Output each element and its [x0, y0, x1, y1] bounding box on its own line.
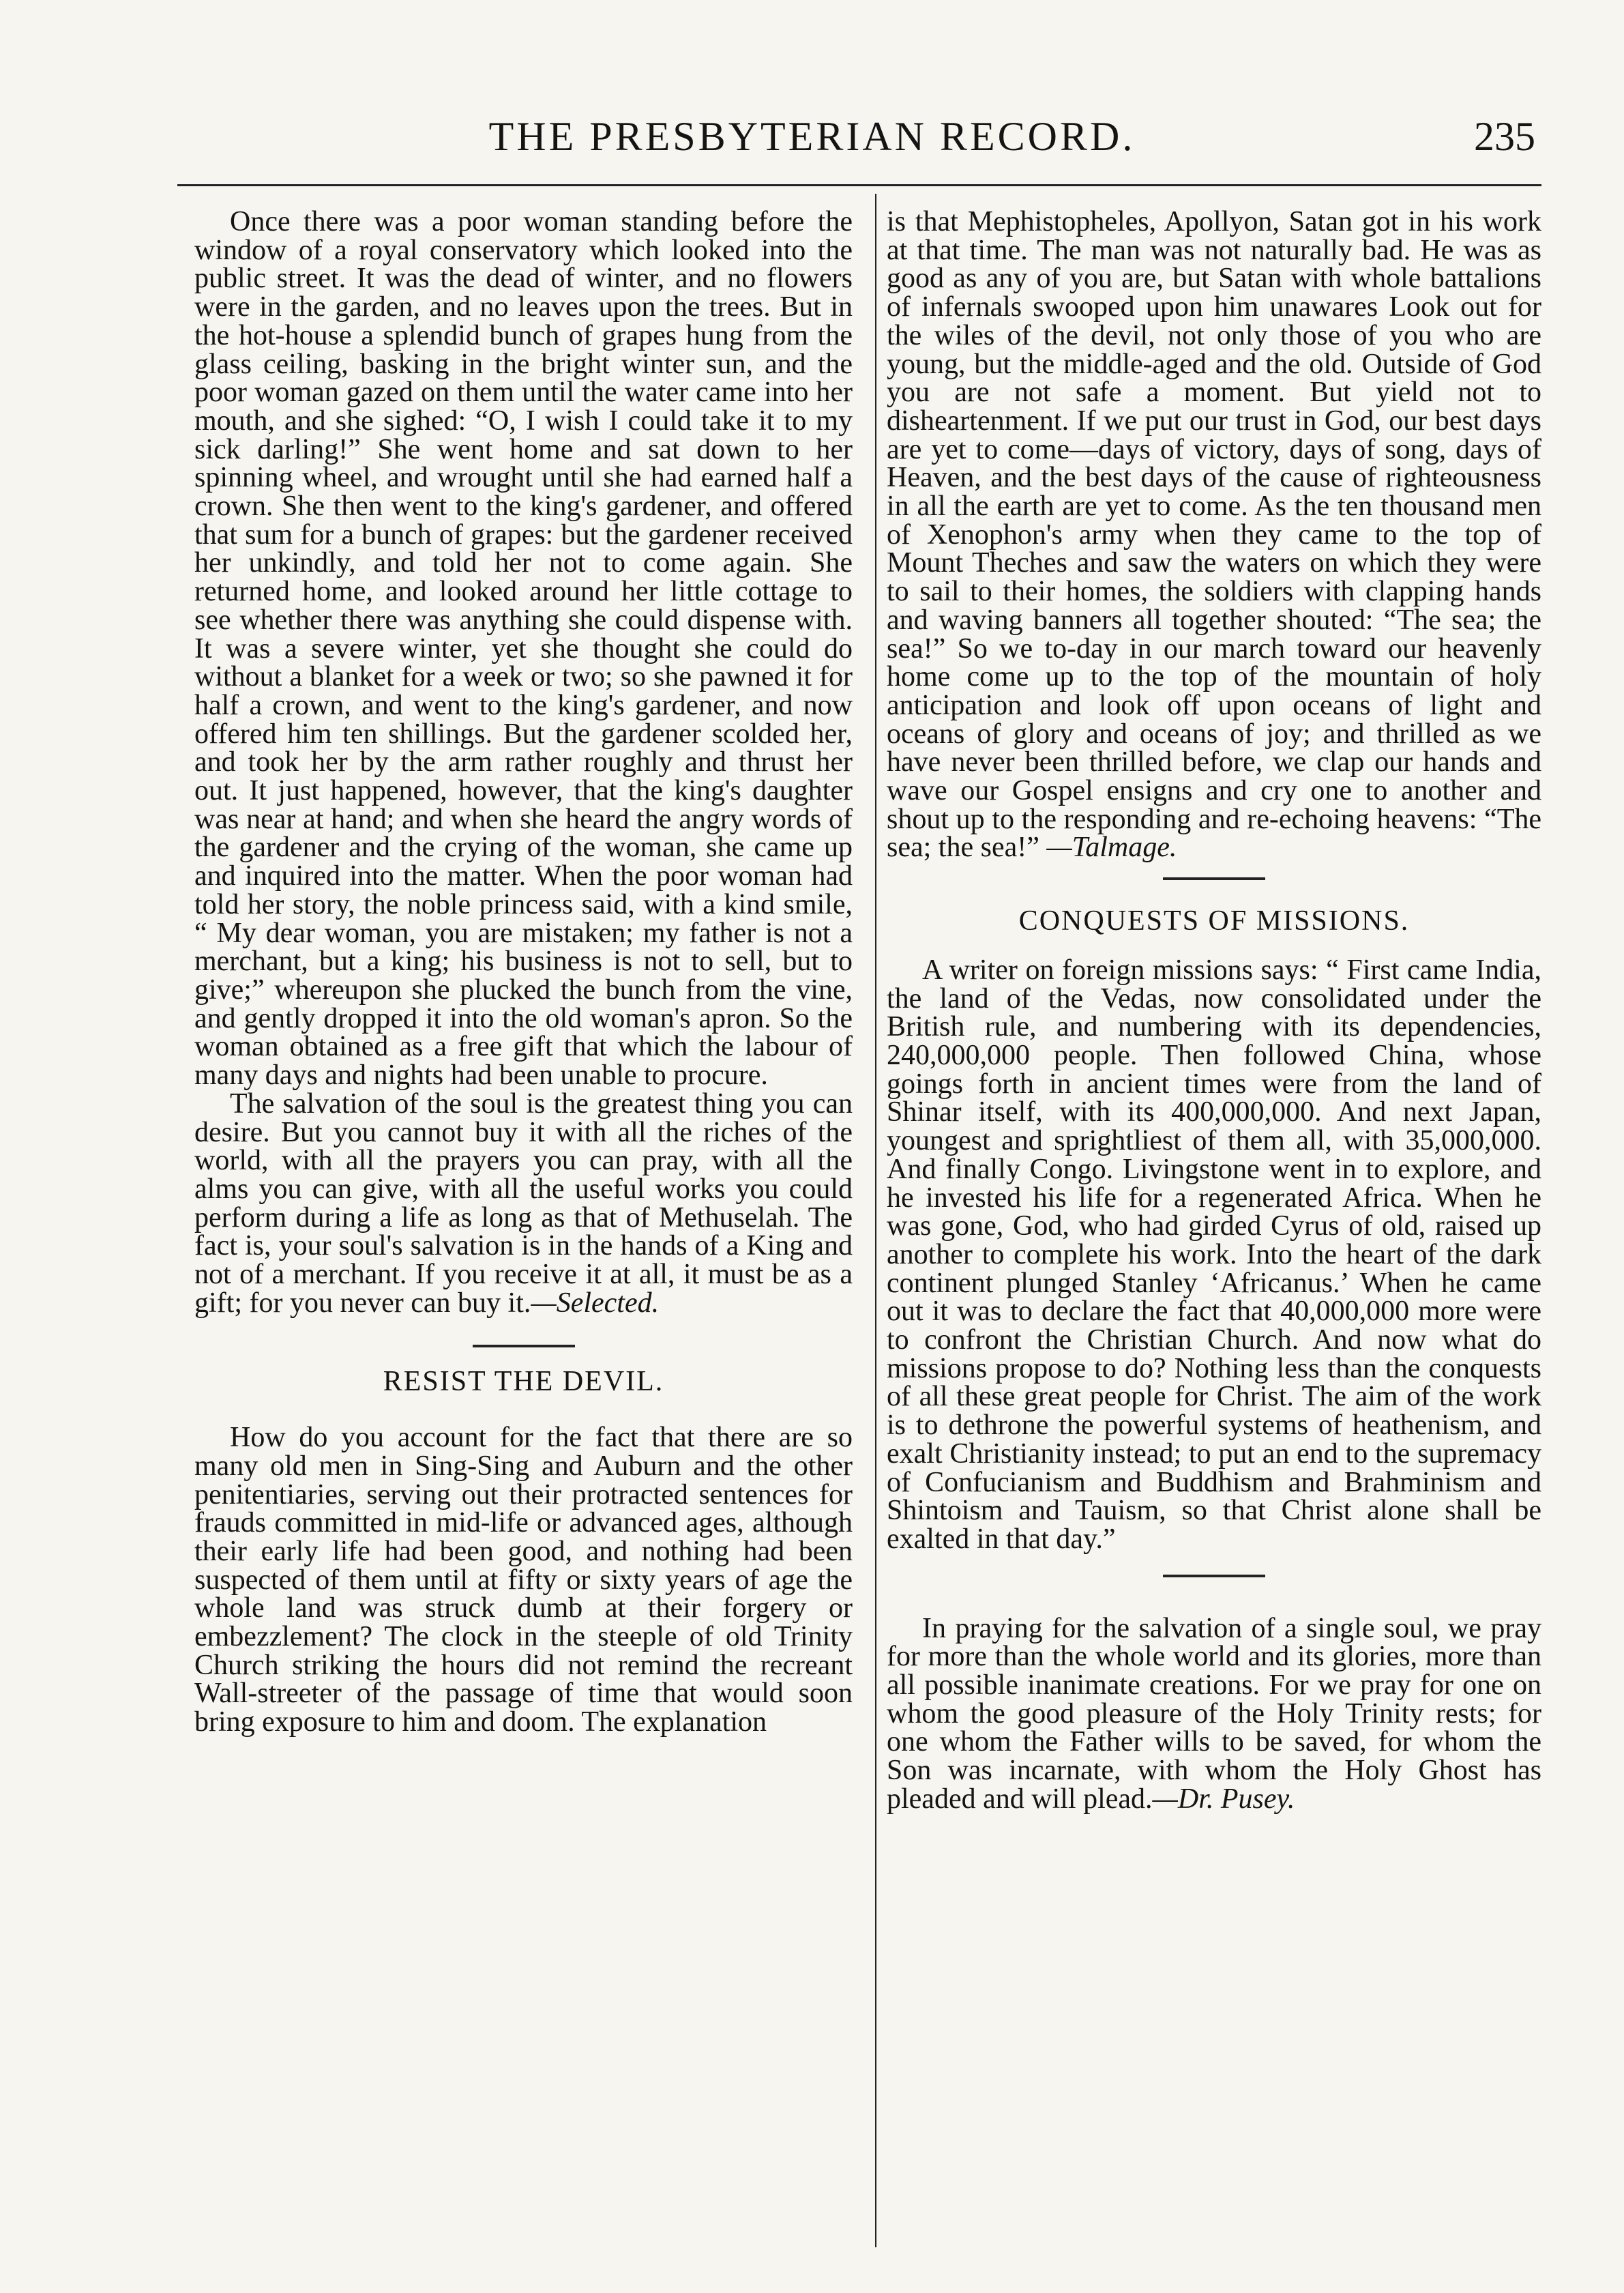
- resist-continued-text: is that Mephistopheles, Apollyon, Satan got in his work at that time. The man was not naturally bad. He was as good as any of you are, but Satan with whole battalions of infernals swooped upon him unawares Look out for the wiles of the devil, not only those of you who are young, but the middle-aged and the old. Outside of God you are not safe a moment. But yield not to disheartenment. If we put our trust in God, our best days are yet to come—days of victory, days of song, days of Heaven, and the best days of the cause of righteousness in all the earth are yet to come. As the ten thousand men of Xenophon's army when they came to the top of Mount Theches and saw the waters on which they were to sail to their homes, the soldiers with clapping hands and waving banners all together shouted: “The sea; the sea!” So we to-day in our march toward our heavenly home come up to the top of the mountain of holy anticipation and look off upon oceans of light and oceans of glory and oceans of joy; and thrilled as we have never been thrilled before, we clap our hands and wave our Gospel ensigns and cry one to another and shout up to the responding and re-echoing heavens: “The sea; the sea!”: [887, 206, 1541, 864]
- conquests-missions-heading: CONQUESTS OF MISSIONS.: [1018, 905, 1410, 937]
- conquests-missions-paragraph: A writer on foreign missions says: “ First came India, the land of the Vedas, now consolidated under the British rule, and numbering with its dependencies, 240,000,000 people. Then followed China, whose goings forth in ancient times were from the land of Shinar itself, with its 400,000,000. And next Japan, youngest and sprightliest of them all, with 35,000,000. And finally Congo. Livingstone went in to explore, and he invested his life for a regenerated Africa. When he was gone, God, who had girded Cyrus of old, raised up another to complete his work. Into the heart of the dark continent plunged Stanley ‘Africanus.’ When he came out it was to declare the fact that 40,000,000 more were to confront the Christian Church. And now what do missions propose to do? Nothing less than the conquests of all these great people for Christ. The aim of the work is to dethrone the powerful systems of heathenism, and exalt Christianity instead; to put an end to the supremacy of Confucianism and Buddhism and Brahminism and Shintoism and Tauism, so that Christ alone shall be exalted in that day.”: [887, 954, 1541, 1555]
- page-header: [0, 109, 1624, 164]
- salvation-paragraph: [194, 1087, 853, 1319]
- pusey-attribution: —Dr. Pusey.: [1152, 1783, 1295, 1815]
- running-title: THE PRESBYTERIAN RECORD.: [488, 114, 1136, 159]
- resist-devil-paragraph: How do you account for the fact that there are so many old men in Sing-Sing and Auburn and the other penitentiaries, serving out their protracted sentences for frauds committed in mid-life or advanced ages, although their early life had been good, and nothing had been suspected of them until at fifty or sixty years of age the whole land was struck dumb at their forgery or embezzlement? The clock in the steeple of old Trinity Church striking the hours did not remind the recreant Wall-streeter of the passage of time that would soon bring exposure to him and doom. The explanation: [194, 1422, 853, 1738]
- talmage-attribution: —Talmage.: [1046, 832, 1177, 864]
- column-divider: [875, 194, 876, 2247]
- resist-devil-heading: RESIST THE DEVIL.: [383, 1366, 664, 1398]
- resist-devil-continued: [887, 208, 1541, 862]
- left-column: [194, 208, 853, 1737]
- selected-attribution: —Selected.: [531, 1287, 660, 1319]
- prayer-text: In praying for the salvation of a single soul, we pray for more than the whole world and its glories, more than all possible inanimate creations. For we pray for one on whom the good pleasure of the Holy Trinity rests; for one whom the Father wills to be saved, for whom the Son was incarnate, with whom the Holy Ghost has pleaded and will plead.: [887, 1612, 1541, 1815]
- page-number: 235: [1474, 114, 1535, 159]
- salvation-text: The salvation of the soul is the greatest thing you can desire. But you cannot buy it with all the riches of the world, with all the prayers you can pray, with all the alms you can give, with all the useful works you could perform during a life as long as that of Methuselah. The fact is, your soul's salvation is in the hands of a King and not of a merchant. If you receive it at all, it must be as a gift; for you never can buy it.: [194, 1087, 853, 1319]
- prayer-paragraph: [887, 1612, 1541, 1815]
- header-rule: [177, 184, 1541, 186]
- grapes-story-paragraph: Once there was a poor woman standing before the window of a royal conservatory which looked into the public street. It was the dead of winter, and no flowers were in the garden, and no leaves upon the trees. But in the hot-house a splendid bunch of grapes hung from the glass ceiling, basking in the bright winter sun, and the poor woman gazed on them until the water came into her mouth, and she sighed: “O, I wish I could take it to my sick darling!” She went home and sat down to her spinning wheel, and wrought until she had earned half a crown. She then went to the king's gardener, and offered that sum for a bunch of grapes: but the gardener received her unkindly, and told her not to come again. She returned home, and looked around her little cottage to see whether there was anything she could dispense with. It was a severe winter, yet she thought she could do without a blanket for a week or two; so she pawned it for half a crown, and went to the king's gardener, and now offered him ten shillings. But the gardener scolded her, and took her by the arm rather roughly and thrust her out. It just happened, however, that the king's daughter was near at hand; and when she heard the angry words of the gardener and the crying of the woman, she came up and inquired into the matter. When the poor woman had told her story, the noble princess said, with a kind smile, “ My dear woman, you are mistaken; my father is not a merchant, but a king; his business is not to sell, but to give;” whereupon she plucked the bunch from the vine, and gently dropped it into the old woman's apron. So the woman obtained as a free gift that which the labour of many days and nights had been unable to procure.: [194, 206, 853, 1092]
- right-column: [887, 208, 1541, 1814]
